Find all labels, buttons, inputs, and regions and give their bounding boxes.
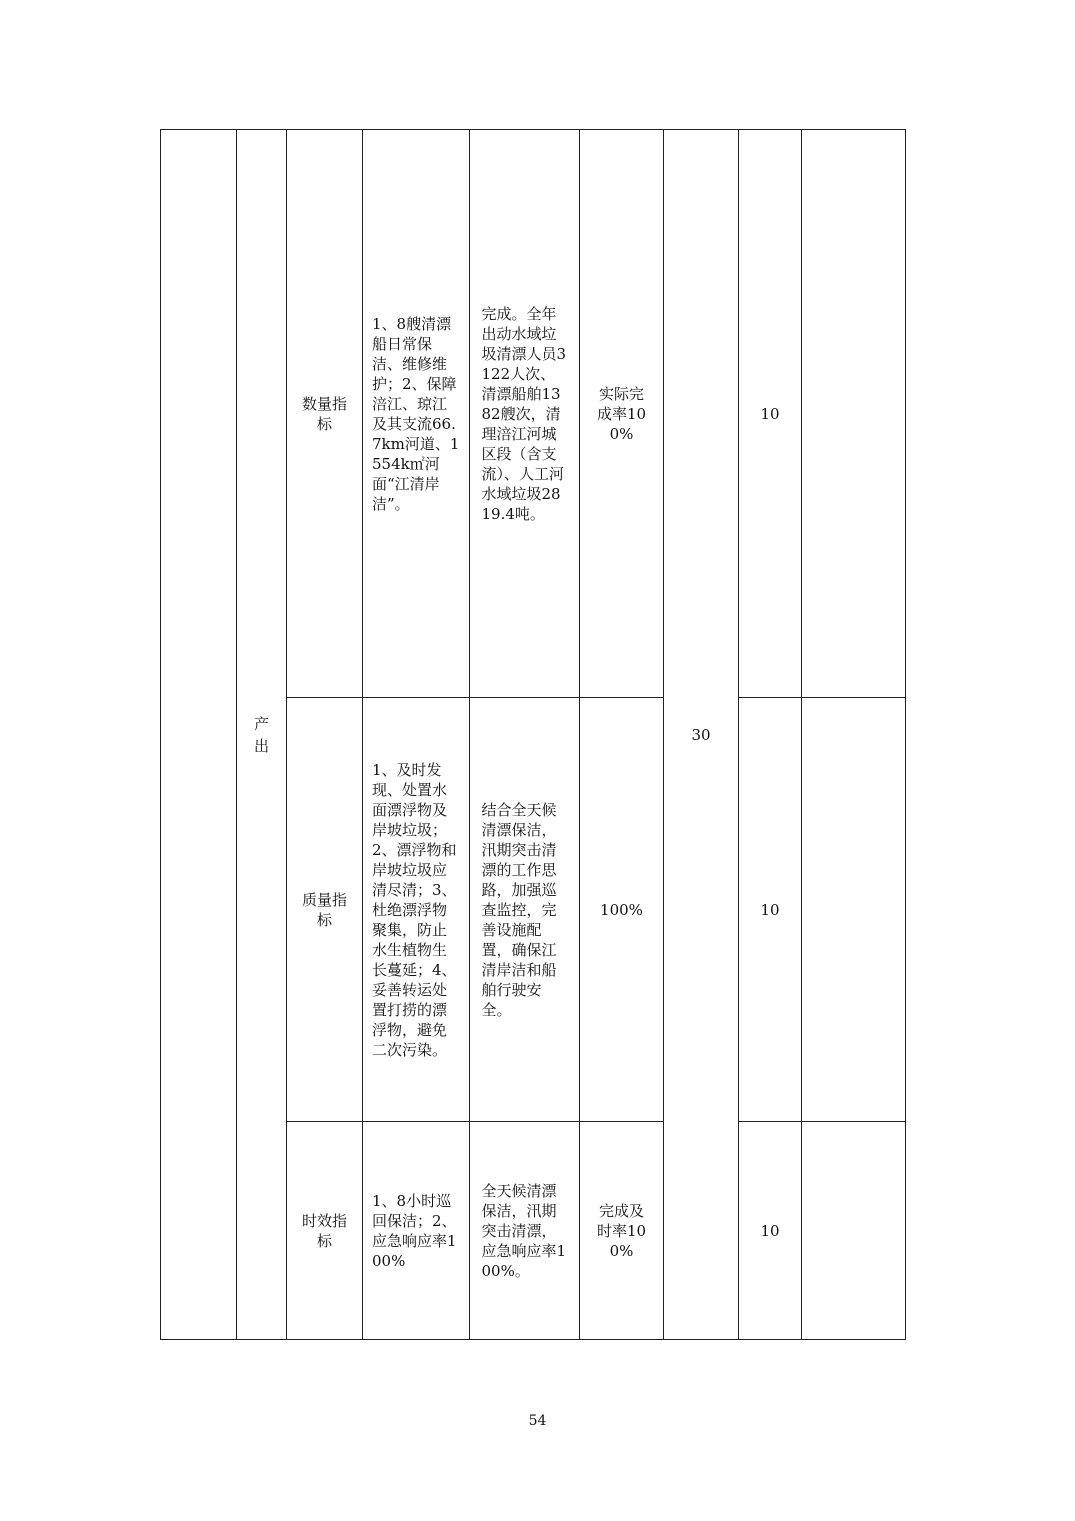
blank-first-column-cell (161, 130, 237, 1340)
indicator-cell (287, 1122, 363, 1340)
actual-cell (470, 130, 580, 698)
target-cell (363, 1122, 470, 1340)
indicator-label: 质量指标 (301, 890, 347, 929)
score-cell (739, 130, 802, 698)
indicator-label: 数量指标 (301, 394, 347, 433)
rate-text: 100% (600, 900, 643, 919)
page-number: 54 (528, 1413, 547, 1429)
indicator-label: 时效指标 (301, 1211, 347, 1250)
actual-text: 全天候清漂保洁，汛期突击清漂，应急响应率100%。 (481, 1181, 567, 1280)
performance-table (160, 129, 906, 1340)
actual-cell (470, 1122, 580, 1340)
rate-cell (580, 1122, 664, 1340)
table-row (161, 130, 906, 698)
score-text: 10 (760, 900, 780, 919)
target-cell (363, 130, 470, 698)
remark-cell (802, 1122, 906, 1340)
rate-cell (580, 130, 664, 698)
rate-text: 实际完成率100% (596, 384, 647, 443)
target-text: 1、8小时巡回保洁；2、应急响应率100% (372, 1191, 457, 1270)
actual-text: 完成。全年出动水域垃圾清漂人员3122人次、清漂船舶1382艘次，清理涪江河城区段（含支流）、人工河水域垃圾2819.4吨。 (481, 304, 567, 523)
remark-cell (802, 130, 906, 698)
target-text: 1、及时发现、处置水面漂浮物及岸坡垃圾；2、漂浮物和岸坡垃圾应清尽清；3、杜绝漂浮物聚集，防止水生植物生长蔓延；4、妥善转运处置打捞的漂浮物，避免二次污染。 (372, 760, 457, 1059)
indicator-cell (287, 698, 363, 1122)
remark-cell (802, 698, 906, 1122)
score-text: 10 (760, 404, 780, 423)
target-cell (363, 698, 470, 1122)
score-cell (739, 698, 802, 1122)
total-score-cell (664, 130, 739, 1340)
actual-text: 结合全天候清漂保洁，汛期突击清漂的工作思路，加强巡查监控，完善设施配置，确保江清岸洁和船舶行驶安全。 (481, 800, 557, 1019)
rate-cell (580, 698, 664, 1122)
category-cell (237, 130, 287, 1340)
category-label: 产出 (253, 714, 269, 755)
rate-text: 完成及时率100% (596, 1201, 647, 1260)
target-text: 1、8艘清漂船日常保洁、维修维护；2、保障涪江、琼江及其支流66.7km河道、1554k㎡河面“江清岸洁”。 (372, 314, 460, 513)
actual-cell (470, 698, 580, 1122)
score-cell (739, 1122, 802, 1340)
indicator-cell (287, 130, 363, 698)
score-text: 10 (760, 1221, 780, 1240)
total-score: 30 (691, 725, 711, 744)
